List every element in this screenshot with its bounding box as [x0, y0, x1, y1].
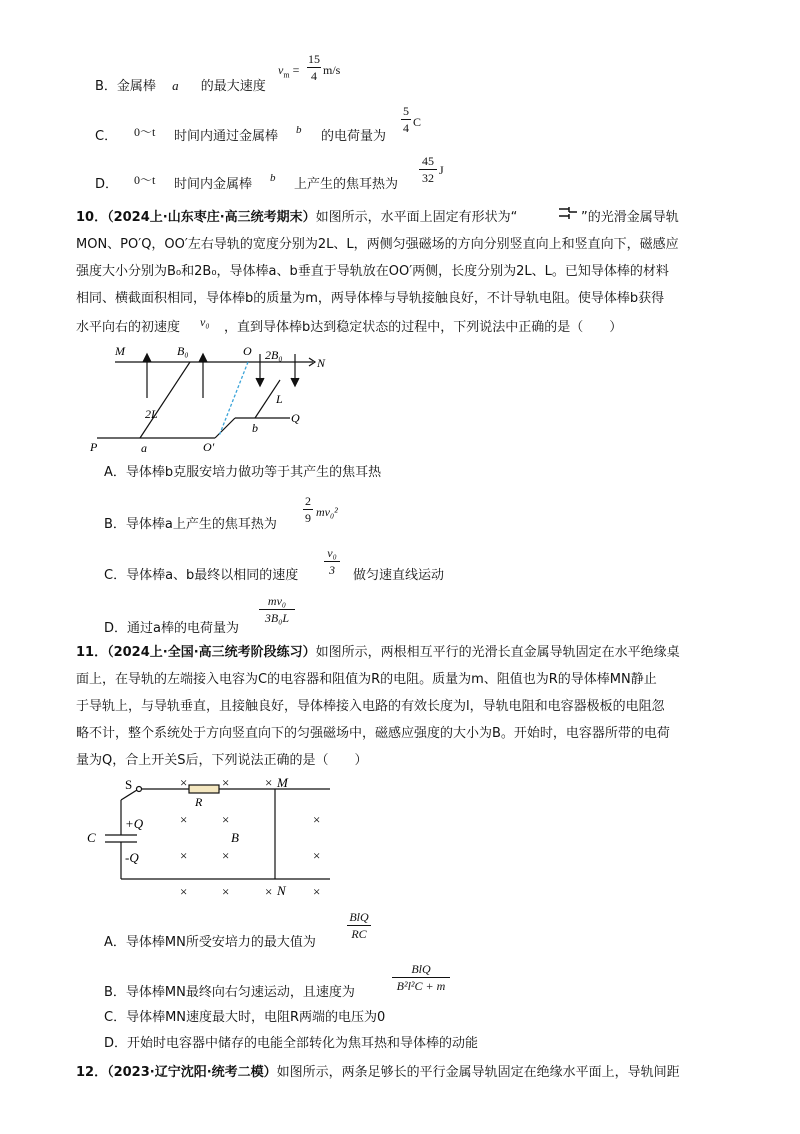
svg-text:×: × — [180, 812, 188, 827]
q9-option-d-interval: 0～t — [134, 173, 156, 187]
fig11-label-minusQ: -Q — [125, 850, 139, 865]
svg-text:×: × — [265, 775, 273, 790]
q9-option-b-unit: m/s — [323, 63, 341, 77]
q9-option-d-fraction: 45 32 — [419, 154, 437, 185]
q9-option-d-tail: 上产生的焦耳热为 — [294, 177, 399, 192]
fig10-label-2B0: 2B₀ — [265, 348, 283, 362]
q9-option-c-interval: 0～t — [134, 125, 156, 139]
fig10-label-Q: Q — [291, 411, 300, 425]
fig11-label-M: M — [277, 775, 288, 790]
fig10-label-a: a — [141, 441, 147, 455]
q10-line-3: 强度大小分别为B₀和2B₀，导体棒a、b垂直于导轨放在OO′两侧，长度分别为2L、L。已知导体棒的材料 — [76, 264, 669, 279]
q11-option-b: B．导体棒MN最终向右匀速运动，且速度为 — [104, 985, 355, 1000]
q11-option-d: D．开始时电容器中储存的电能全部转化为焦耳热和导体棒的动能 — [104, 1036, 479, 1051]
svg-text:×: × — [313, 812, 321, 827]
q10-option-d-fraction: mv₀ 3B₀L — [259, 594, 295, 625]
q9-option-d-text: 时间内金属棒 — [174, 177, 253, 192]
q9-option-b: B．金属棒 a 的最大速度 — [95, 78, 266, 94]
q9-option-d: D． — [95, 177, 119, 192]
q10-line-5-v0: v₀ — [200, 315, 210, 329]
fig10-label-N: N — [317, 356, 326, 370]
svg-text:×: × — [180, 775, 188, 790]
fig11-label-R: R — [195, 795, 203, 809]
q10-rail-diagram — [85, 340, 345, 455]
q10-line-2: MON、PO′Q，OO′左右导轨的宽度分别为2L、L，两侧匀强磁场的方向分别竖直向上和竖直向下，磁感应 — [76, 237, 679, 252]
fig10-label-2L: 2L — [145, 407, 158, 421]
q10-option-a: A．导体棒b克服安培力做功等于其产生的焦耳热 — [104, 465, 382, 480]
q10-option-c-fraction: v₀ 3 — [324, 546, 340, 577]
q11-option-a: A．导体棒MN所受安培力的最大值为 — [104, 935, 316, 950]
q9-option-c-var: b — [296, 124, 302, 136]
svg-text:×: × — [313, 848, 321, 863]
svg-text:×: × — [180, 848, 188, 863]
q11-line-5: 量为Q，合上开关S后，下列说法正确的是（ ） — [76, 753, 368, 768]
q11-line-2: 面上，在导轨的左端接入电容为C的电容器和阻值为R的电阻。质量为m、阻值也为R的导体棒MN静止 — [76, 672, 657, 687]
fig11-label-B: B — [231, 830, 239, 845]
fig10-label-Oprime: O′ — [203, 440, 215, 454]
fig11-label-S: S — [125, 777, 133, 792]
q9-option-d-var: b — [270, 172, 276, 184]
svg-text:×: × — [222, 848, 230, 863]
q10-option-b-fraction: 2 9 — [305, 494, 311, 525]
q9-option-c-fraction: 5 4 — [403, 104, 409, 135]
q9-option-c-text: 时间内通过金属棒 — [174, 129, 279, 144]
q11-line-1: 11．（2024上·全国·高三统考阶段练习）如图所示，两根相互平行的光滑长直金属导轨固定在水平绝缘桌 — [76, 645, 680, 660]
rail-shape-icon — [557, 206, 579, 220]
svg-text:×: × — [265, 884, 273, 899]
q10-line-1: 10．（2024上·山东枣庄·高三统考期末）如图所示，水平面上固定有形状为“ — [76, 210, 518, 225]
q11-option-a-fraction: BlQ RC — [347, 910, 371, 941]
q10-option-c-tail: 做匀速直线运动 — [353, 568, 445, 583]
q9-option-d-unit: J — [439, 163, 444, 177]
q11-line-4: 略不计，整个系统处于方向竖直向下的匀强磁场中，磁感应强度的大小为B。开始时，电容器所带的电荷 — [76, 726, 670, 741]
svg-text:×: × — [222, 812, 230, 827]
q9-option-b-fraction: 15 4 — [308, 52, 320, 83]
q10-option-b: B．导体棒a上产生的焦耳热为 — [104, 517, 277, 532]
q10-line-1-end: ”的光滑金属导轨 — [581, 210, 679, 225]
q11-option-b-fraction: BlQ B²l²C + m — [392, 962, 450, 993]
svg-text:×: × — [222, 775, 230, 790]
q9-option-c-unit: C — [413, 115, 422, 129]
fig10-label-b: b — [252, 421, 258, 435]
fig11-label-C: C — [87, 830, 96, 845]
q10-option-b-expr: mv₀² — [316, 505, 338, 519]
q9-option-b-formula: $v_m$ = — [278, 63, 300, 80]
svg-text:×: × — [180, 884, 188, 899]
q10-line-5-tail: ，直到导体棒b达到稳定状态的过程中，下列说法中正确的是（ ） — [224, 320, 623, 335]
q11-line-3: 于导轨上，与导轨垂直，且接触良好，导体棒接入电路的有效长度为l，导轨电阻和电容器极板的电阻忽 — [76, 699, 665, 714]
q9-option-c-tail: 的电荷量为 — [321, 129, 387, 144]
svg-text:×: × — [222, 884, 230, 899]
fig10-label-B0: B₀ — [177, 344, 189, 358]
fig11-label-plusQ: +Q — [125, 816, 144, 831]
q9-option-c: C． — [95, 129, 118, 144]
svg-text:×: × — [313, 884, 321, 899]
q10-line-5: 水平向右的初速度 — [76, 320, 181, 335]
q11-option-c: C．导体棒MN速度最大时，电阻R两端的电压为0 — [104, 1010, 386, 1025]
q11-circuit-diagram — [85, 772, 345, 902]
q10-option-d: D．通过a棒的电荷量为 — [104, 621, 239, 636]
fig11-label-N: N — [277, 883, 286, 898]
q10-option-c: C．导体棒a、b最终以相同的速度 — [104, 568, 299, 583]
fig10-label-O: O — [243, 344, 252, 358]
fig10-label-M: M — [115, 344, 125, 358]
q10-line-4: 相同、横截面积相同，导体棒b的质量为m，两导体棒与导轨接触良好，不计导轨电阻。使导体棒b获得 — [76, 291, 665, 306]
fig10-label-L: L — [276, 392, 283, 406]
q12-line-1: 12．（2023·辽宁沈阳·统考二模）如图所示，两条足够长的平行金属导轨固定在绝缘水平面上，导轨间距 — [76, 1065, 680, 1080]
fig10-label-P: P — [90, 440, 98, 454]
